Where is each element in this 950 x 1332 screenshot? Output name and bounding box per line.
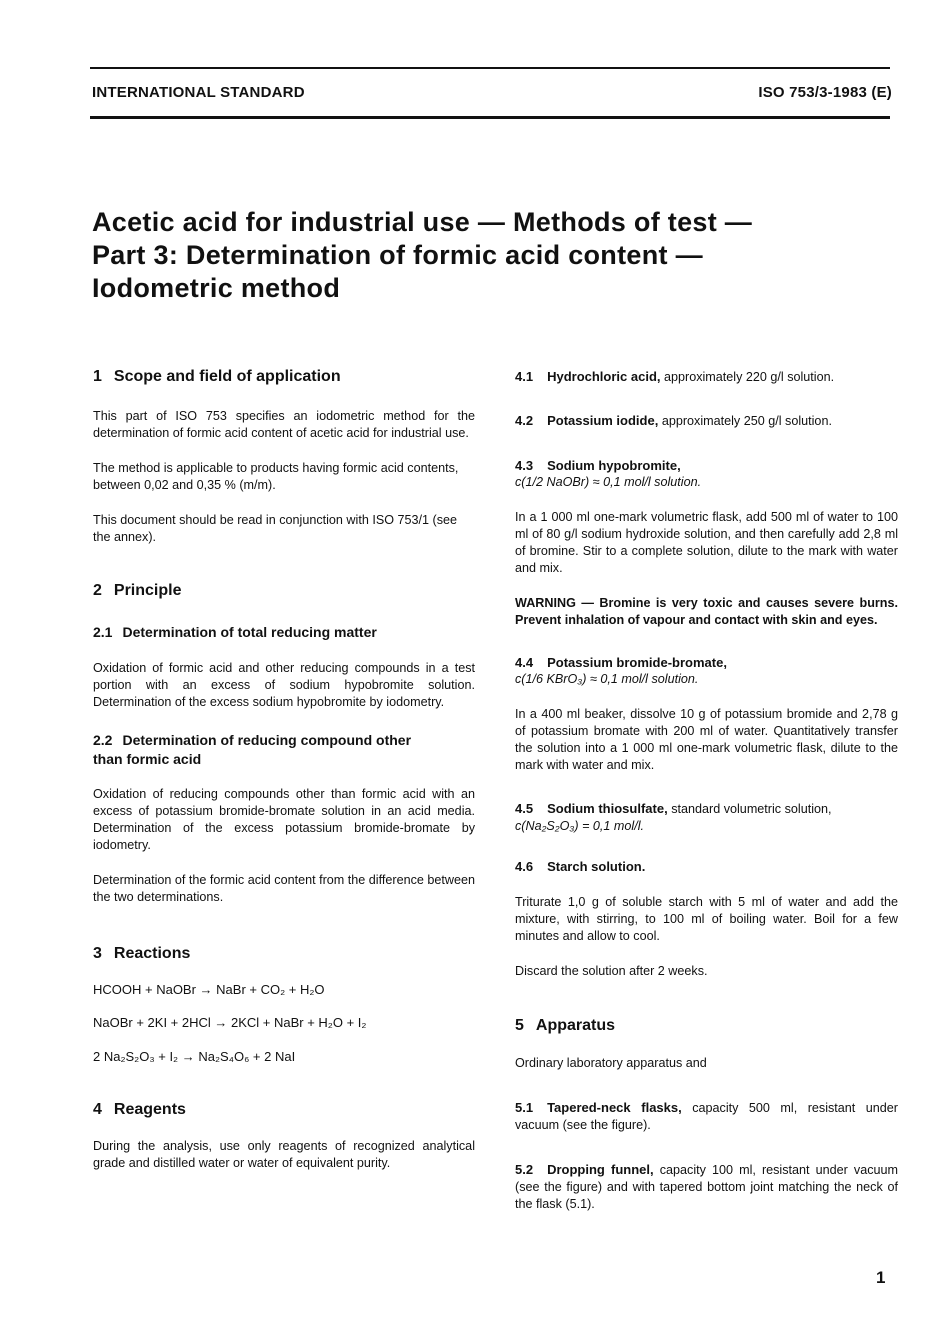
section-title: Reactions (113, 945, 191, 962)
item-number: 4.5 (515, 801, 534, 816)
subsection-number: 2.2 (93, 732, 113, 748)
item-number: 4.6 (515, 859, 534, 874)
section-number: 5 (515, 1017, 524, 1034)
header-right: ISO 753/3-1983 (E) (758, 84, 892, 101)
reagent-4-2 (515, 412, 898, 430)
item-name: Tapered-neck flasks, (547, 1100, 682, 1115)
item-number: 4.4 (515, 655, 534, 670)
section-2-heading (93, 582, 475, 599)
subsection-title: Determination of reducing compound other (122, 732, 412, 748)
item-number: 5.2 (515, 1162, 534, 1177)
reagents-paragraph: During the analysis, use only reagents of recognized analytical grade and distilled water or water of equivalent purity. (93, 1139, 475, 1170)
title-line-2: Part 3: Determination of formic acid content — (92, 240, 703, 270)
reaction-equation-1: HCOOH + NaOBr → NaBr + CO₂ + H₂O (93, 982, 325, 997)
preparation-paragraph: Triturate 1,0 g of soluble starch with 5 ml of water and add the mixture, with stirring, to 100 ml of boiling water. Boil for a few minutes and allow to cool. (515, 895, 898, 943)
item-name: Sodium hypobromite, (547, 458, 681, 473)
warning-paragraph: WARNING — Bromine is very toxic and causes severe burns. Prevent inhalation of vapour and contact with skin and eyes. (515, 596, 898, 627)
item-number: 4.2 (515, 413, 534, 428)
item-number: 5.1 (515, 1100, 534, 1115)
section-4-heading (93, 1101, 475, 1118)
section-number: 3 (93, 945, 102, 962)
item-text: standard volumetric solution, (667, 802, 832, 816)
header-rule (90, 116, 890, 119)
apparatus-intro: Ordinary laboratory apparatus and (515, 1056, 707, 1070)
section-title: Apparatus (535, 1017, 616, 1034)
scope-paragraph-3: This document should be read in conjunction with ISO 753/1 (see the annex). (93, 513, 458, 544)
section-title: Principle (113, 582, 182, 599)
section-title: Reagents (113, 1101, 186, 1118)
concentration: c(Na₂S₂O₃) = 0,1 mol/l. (515, 819, 645, 833)
concentration: c(1/6 KBrO₃) ≈ 0,1 mol/l solution. (515, 672, 699, 686)
title-line-1: Acetic acid for industrial use — Methods of test — (92, 207, 753, 237)
section-1-heading (93, 368, 475, 385)
right-column (515, 368, 898, 1213)
item-name: Hydrochloric acid, (547, 369, 661, 384)
section-title: Scope and field of application (113, 368, 341, 385)
subsection-2-1-heading (93, 623, 475, 642)
page-number: 1 (876, 1268, 886, 1287)
reagent-4-5 (515, 800, 898, 835)
item-name: Dropping funnel, (547, 1162, 654, 1177)
reaction-equation-3: 2 Na₂S₂O₃ + I₂ → Na₂S₄O₆ + 2 NaI (93, 1049, 296, 1064)
reaction-equation-2: NaOBr + 2KI + 2HCl → 2KCl + NaBr + H₂O + I₂ (93, 1015, 367, 1030)
preparation-paragraph: In a 1 000 ml one-mark volumetric flask, add 500 ml of water to 100 ml of 80 g/l sodium hydroxide solution, and then carefully add 2,8 ml of bromine. Stir to a complete solution, dilute to the mark with water and mix. (515, 510, 898, 575)
item-text: capacity 500 ml, resistant under vacuum (see the figure). (515, 1101, 898, 1132)
apparatus-5-1 (515, 1099, 898, 1134)
concentration: c(1/2 NaOBr) ≈ 0,1 mol/l solution. (515, 475, 702, 489)
item-name: Starch solution. (547, 859, 646, 874)
item-text: capacity 100 ml, resistant under vacuum (see the figure) and with tapered bottom joint matching the neck of the flask (5.1). (515, 1163, 898, 1211)
item-text: approximately 220 g/l solution. (660, 370, 835, 384)
reagent-4-3 (515, 457, 898, 629)
item-name: Potassium bromide-bromate, (547, 655, 727, 670)
section-number: 2 (93, 582, 102, 599)
subsection-2-2-heading (93, 731, 475, 769)
section-3-heading (93, 945, 475, 962)
header-left: INTERNATIONAL STANDARD (92, 84, 305, 101)
subsection-title-continued: than formic acid (93, 751, 202, 767)
item-text: approximately 250 g/l solution. (658, 414, 832, 428)
apparatus-5-2 (515, 1161, 898, 1213)
reagent-4-6 (515, 858, 898, 980)
section-number: 1 (93, 368, 102, 385)
item-number: 4.3 (515, 458, 534, 473)
section-5-heading (515, 1017, 898, 1034)
subsection-number: 2.1 (93, 624, 113, 640)
left-column (93, 368, 475, 1172)
item-name: Sodium thiosulfate, (547, 801, 668, 816)
subsection-title: Determination of total reducing matter (122, 624, 377, 640)
principle-2-2-paragraph-2: Determination of the formic acid content from the difference between the two determinations. (93, 873, 475, 904)
title-line-3: Iodometric method (92, 273, 341, 303)
preparation-paragraph: In a 400 ml beaker, dissolve 10 g of potassium bromide and 2,78 g of potassium bromate with 200 ml of water. Quantitatively transfer the solution into a 1 000 ml one-mark volumetric flask, dilute to the mark with water and mix. (515, 707, 898, 772)
section-number: 4 (93, 1101, 102, 1118)
reagent-4-4 (515, 654, 898, 774)
principle-2-2-paragraph-1: Oxidation of reducing compounds other than formic acid with an excess of potassium bromide-bromate solution in an acid media. Determination of the excess potassium bromide-bromate by iodometry. (93, 787, 475, 852)
scope-paragraph-2: The method is applicable to products having formic acid contents, between 0,02 and 0,35 % (m/m). (93, 461, 459, 492)
top-rule (90, 67, 890, 69)
document-title (92, 206, 872, 305)
principle-2-1-paragraph: Oxidation of formic acid and other reducing compounds in a test portion with an excess of sodium hypobromite solution. Determination of the excess sodium hypobromite by iodometry. (93, 661, 475, 709)
reagent-4-1 (515, 368, 898, 386)
item-number: 4.1 (515, 369, 534, 384)
scope-paragraph-1: This part of ISO 753 specifies an iodometric method for the determination of formic acid content of acetic acid for industrial use. (93, 409, 475, 440)
discard-note: Discard the solution after 2 weeks. (515, 964, 708, 978)
item-name: Potassium iodide, (547, 413, 659, 428)
